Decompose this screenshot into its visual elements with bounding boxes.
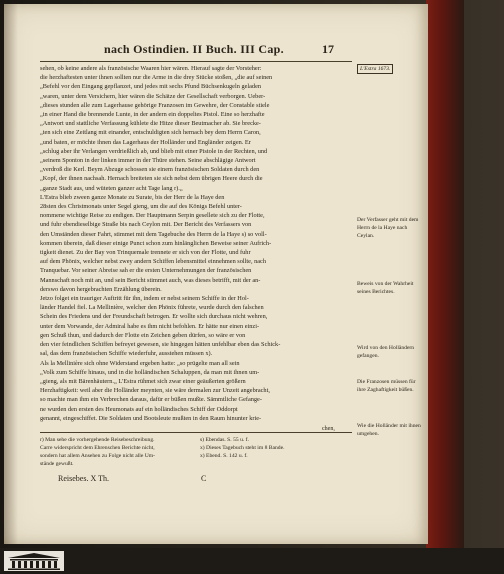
text-line: „Antwort und stattliche Verfassung kühlete die Hitze dieser Beutmacher ab. Sie brecke- (40, 120, 261, 128)
catchword: chen, (322, 426, 335, 432)
running-header (4, 42, 428, 60)
text-line: genannt, eingeschiffet. Die Soldaten und Bootsleute mußten in den Raum hinunter krie- (40, 414, 262, 422)
text-line: tigkeit dienet. Zu der Bay von Trinquemale trennete er sich von der Flotte, und fuhr (40, 249, 251, 257)
footnotes-right-column (200, 436, 360, 460)
text-line: „gieng, als mit Bärenhäutern.„ L'Estra rühmet sich zwar einer geäußerten größern (40, 377, 246, 385)
text-line: den vier feindlichen Schiffen befreyet gewesen, sie hingegen hätten unfehlbar eben das Schick- (40, 341, 281, 349)
text-line: Mannschaft noch mit an, und sein Bericht stimmet auch, was dieses betrifft, mit der an- (40, 276, 261, 284)
margin-note (357, 344, 423, 360)
margin-note-text: Die Franzosen müssen für ihre Zaghaftigkeit büßen. (357, 379, 416, 393)
margin-note-text: Wird von den Holländern gefangen. (357, 345, 415, 359)
text-line: unter dem Vorwande, der Admiral habe es ihm nicht befohlen. Er hätte nur einen einzi- (40, 322, 260, 330)
library-logo-icon (4, 551, 64, 571)
text-line: den Umständen dieser Fahrt, stimmet mit dem Tagebuche des Herrn de la Haye s) so voll- (40, 230, 267, 238)
text-line: sal, das dem französischen Schiffe wiederfuhr, ausstehen müssen x). (40, 350, 213, 358)
text-line: „Kopf, der ihnen nachsah. Hernach breiteten sie sich nebst dem übrigen Heere durch die (40, 175, 263, 183)
text-line: länder Handel fiel. La Mellinière, welcher den Phönix führete, wurde durch den falschen (40, 304, 264, 312)
text-line: „in einer Hand die brennende Lunte, in der andern ein doppeltes Pistol. Eine so herzhafte (40, 111, 265, 119)
running-title: nach Ostindien. II Buch. III Cap. (104, 42, 284, 56)
text-line: „ganze Stadt aus, und wüteten ganzer acht Tage lang r).„ (40, 184, 183, 192)
footnote-rule (40, 432, 352, 433)
footnote-line: x) Ebend. S. 142 u. f. (200, 453, 248, 459)
footnote-line: r) Man sehe die vorhergehende Reisebeschreibung. (40, 437, 155, 443)
text-line: Tranquebar. Vor seiner Abreise sah er die ersten Unternehmungen der französischen (40, 267, 252, 275)
signature-mark: C (200, 474, 207, 483)
main-text (40, 64, 354, 423)
margin-note (357, 378, 423, 394)
margin-note (357, 216, 423, 240)
gutter-shadow (4, 4, 18, 544)
text-line: „verdroß die Kerl. Beym Abzuge schossen sie einem französischen Soldaten durch den (40, 166, 260, 174)
text-line: ne wurden den ersten des Heumonats auf ein holländisches Schiff der Oddorpt (40, 405, 238, 413)
book-edge (426, 0, 464, 548)
text-line: sehen, ob keine andere als französische Waaren hier wären. Hierauf sagte der Vorsteher: (40, 65, 262, 72)
text-line: „und baten, er möchte ihnen das Lagerhaus der Holländer und Engländer zeigen. Er (40, 138, 251, 146)
text-line: auf dem Phönix, welcher nebst zwey andern Schiffen lebensmittel einnehmen sollte, nach (40, 258, 266, 266)
footnote-line: Carre widerspricht dem Ehrenschen Berichte nicht, (40, 445, 155, 451)
footnote-line: s) Ebendas. S. 55 u. f. (200, 437, 249, 443)
viewer-footer (0, 548, 504, 574)
margin-note (357, 280, 423, 296)
text-line: „ten sich eine Zeitlang mit einander, entschuldigten sich hernach bey dem Herrn Caron, (40, 129, 261, 137)
signature-text: Reisebes. X Th. (58, 474, 109, 483)
text-line: L'Estra blieb zween ganze Monate zu Surate, bis der Herr de la Haye den (40, 193, 225, 201)
header-rule (40, 61, 352, 62)
footnote-line: sondern hat allem Ansehen zu Folge nicht alle Um- (40, 453, 155, 459)
text-line: „schlug aber ihr Verlangen verdrießlich ab, und blieb mit einer Pistole in der Rechten, und (40, 147, 268, 155)
text-line: Herzhaftigkeit: weil aber die Holländer meynten, sie wäre dermalen zur Unzeit angebracht, (40, 387, 270, 395)
text-line: kommen überein, daß dieser einige Punct schon zum hinlänglichen Beweise seiner Aufrich- (40, 239, 272, 247)
text-line: „Volk zum Schiffe hinaus, und in die holländischen Schaluppen, da man mit ihnen um- (40, 368, 260, 376)
margin-note-text: Der Verfasser geht mit dem Herrn de la Haye nach Ceylan. (357, 217, 419, 239)
margin-note-text: L'Estra 1673. (357, 64, 393, 74)
margin-note (357, 64, 423, 74)
footnote-line: stände gewußt. (40, 461, 74, 467)
text-line: Schein des Friedens und der Freundschaft betrogen. Er wollte sich durchaus nicht wehren, (40, 313, 268, 321)
text-line: „dieses stunden alle zum Lagerhause gehörige Franzosen im Gewehre, der Constable stiele (40, 101, 270, 109)
footnote-line: x) Dieses Tagebuch steht im 8 Bande. (200, 445, 285, 451)
margin-note (357, 422, 423, 438)
signature-line (58, 474, 206, 483)
margin-note-text: Wie die Holländer mit ihnen umgehen. (357, 423, 421, 437)
text-line: Jetzo folget ein trauriger Auftritt für ihn, indem er nebst seinem Schiffe in der Hol- (40, 295, 249, 303)
text-line: derswo davon hergebrachten Erzählung überein. (40, 285, 162, 293)
margin-note-text: Beweis von der Wahrheit seines Berichtes. (357, 281, 414, 295)
text-line: die herzhaftesten unter ihnen sollten nur die Arme in die drey Stücke stoßen, „die auf seinen (40, 74, 273, 82)
text-line: nommene wichtige Reise zu endigen. Der Hauptmann Serpin gesellete sich zu der Flotte, (40, 212, 265, 220)
text-line: Als la Mellinière sich ohne Widerstand ergeben hatte: „so prügelte man all sein (40, 359, 240, 367)
text-line: und fuhr ebendieselbige Straße bis nach Ceylon mit. Der Bericht des Verfassers von (40, 221, 252, 229)
footnotes-left-column (40, 436, 188, 468)
text-line: so machte man ihm ein Verbrechen daraus, dafür er büßen mußte. Sämmtliche Gefange- (40, 396, 262, 404)
text-line: „seinem Sponton in der linken immer in der Thüre stehen. Seine abschlägige Antwort (40, 157, 256, 165)
text-line: „waren, unter dem Versichern, hier wären die Schätze der Gesellschaft verborgen. Ueber- (40, 92, 266, 100)
book-page (4, 4, 428, 544)
text-line: „Befehl vor den Eingang gepflanzet, und jedes mit sechs Pfund Büchsenkugeln geladen (40, 83, 262, 91)
page-number: 17 (322, 42, 334, 56)
text-line: 28sten des Christmonats unter Segel gieng, um die auf des Königs Befehl unter- (40, 203, 242, 211)
text-line: gen Schuß thun, und dadurch der Flotte ein Zeichen geben dürfen, so wäre er von (40, 331, 246, 339)
